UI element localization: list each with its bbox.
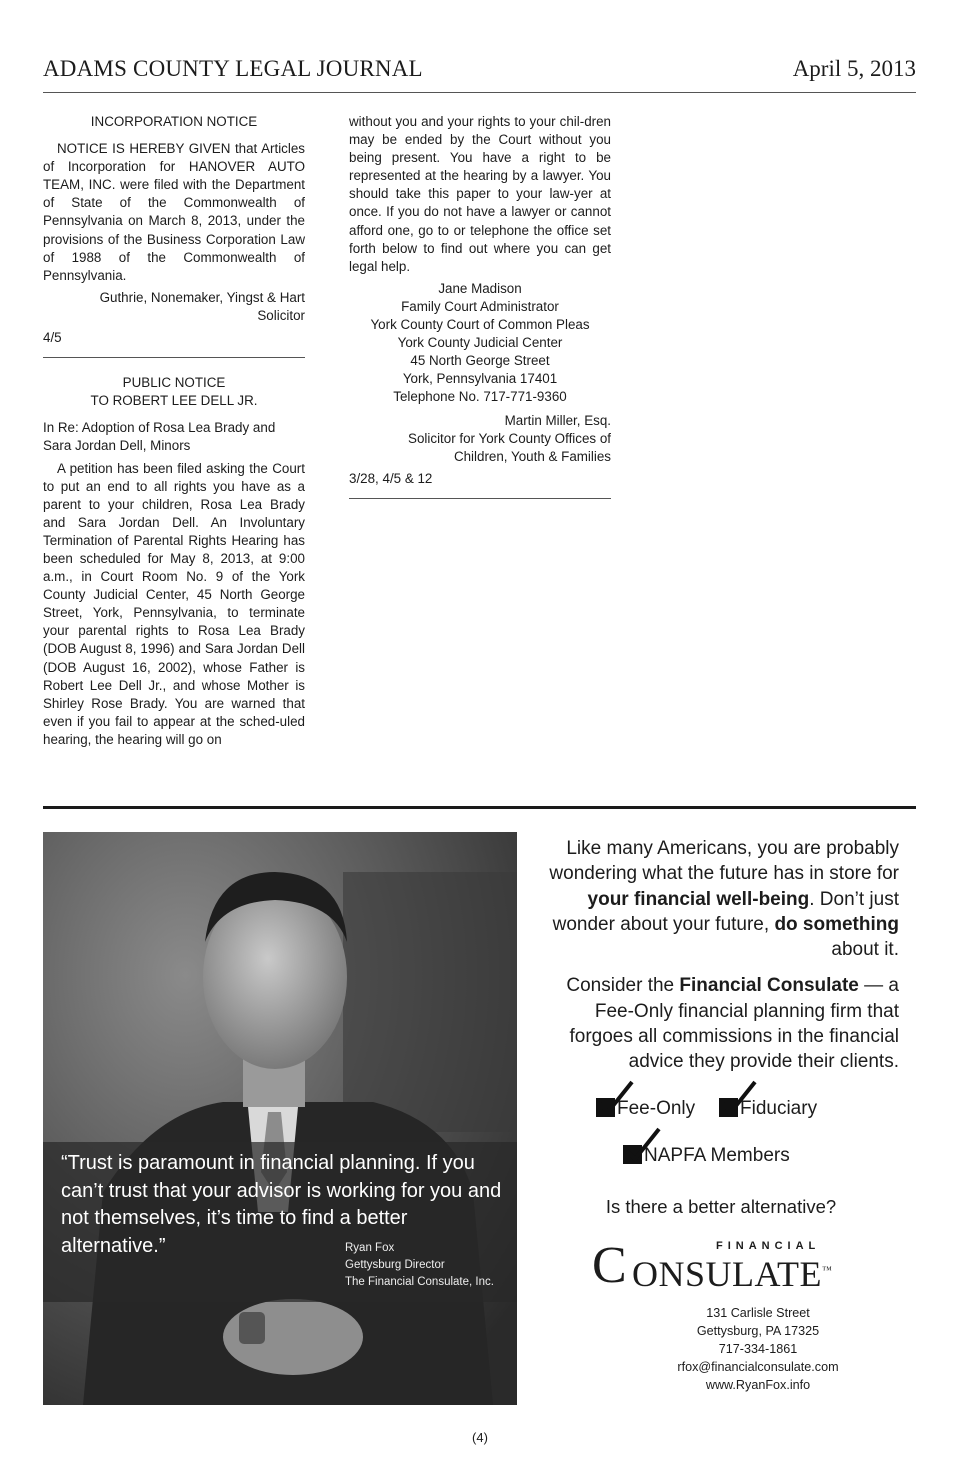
ad-contact-info [537,1304,899,1394]
public-notice-body-part-1: A petition has been filed asking the Court to put an end to all rights you have as a parent to your children, Rosa Lea Brady and Sara Jordan Dell. An Involuntary Termination of Parental Rights Hearing has been scheduled for May 8, 2013, at 9:00 a.m., in Court Room No. 9 of the York County Judicial Center, 45 North George Street, York, Pennsylvania, to terminate your parental rights to Rosa Lea Brady (DOB August 8, 1996) and Sara Jordan Dell (DOB August 16, 2002), whose Father is Robert Lee Dell Jr., and whose Mother is Shirley Rose Brady. You are warned that even if you fail to appear at the sched-uled hearing, the hearing will go on [43,460,305,747]
attrib-title: Gettysburg Director [345,1259,445,1271]
checkmark-fee-only [596,1098,695,1120]
check-label: NAPFA Members [644,1145,790,1166]
ad-text-bold: your financial well-being [587,888,810,910]
incorporation-solicitor-label: Solicitor [257,307,305,323]
contact-line: Jane Madison [438,280,522,296]
logo-wordmark-text: ONSULATE [632,1254,822,1294]
advisor-portrait [43,832,517,1405]
ad-text-span: Consider the [566,975,680,997]
financial-consulate-logo [592,1238,842,1298]
solicitor-line: Martin Miller, Esq. [504,412,611,428]
contact-line: 45 North George Street [410,353,550,369]
public-notice-dates: 3/28, 4/5 & 12 [349,470,433,486]
notice-divider [43,357,305,358]
logo-initial: C [592,1237,627,1294]
address-line-2: Gettysburg, PA 17325 [696,1324,820,1338]
checkbox-icon [596,1098,615,1117]
ad-text-span: Like many Americans, you are probably wondering what the future has in store for [549,838,899,885]
solicitor-line: Children, Youth & Families [453,448,611,464]
checkmark-napfa [623,1145,790,1167]
contact-line: York County Court of Common Pleas [370,317,590,333]
attrib-company: The Financial Consulate, Inc. [345,1276,494,1288]
quote-attribution [345,1240,494,1291]
advertisement-photo [43,832,517,1405]
issue-date: April 5, 2013 [792,56,916,81]
solicitor-block [349,412,611,466]
website: www.RyanFox.info [705,1378,811,1392]
ad-text-span: — a Fee-Only financial planning firm that forgoes all commissions in the financial advice they provide their clients. [569,975,899,1073]
ad-text-span: . Don’t just wonder about your future, [552,888,899,935]
public-notice-heading: PUBLIC NOTICE [122,375,226,391]
alternative-question: Is there a better alternative? [605,1196,837,1217]
email-address: rfox@financialconsulate.com [677,1360,839,1374]
attrib-name: Ryan Fox [345,1242,395,1254]
page-number: (4) [472,1430,488,1445]
advertisement-divider [43,806,916,809]
checkbox-icon [623,1145,642,1164]
legal-column-2 [349,113,611,511]
incorporation-solicitor-firm: Guthrie, Nonemaker, Yingst & Hart [99,289,305,305]
solicitor-line: Solicitor for York County Offices of [408,430,611,446]
public-notice-recipient: TO ROBERT LEE DELL JR. [90,393,258,409]
ad-paragraph-1 [537,836,899,962]
incorporation-heading: INCORPORATION NOTICE [90,114,258,129]
journal-title: ADAMS COUNTY LEGAL JOURNAL [43,56,423,81]
contact-line: York, Pennsylvania 17401 [402,371,558,387]
contact-line: Family Court Administrator [401,298,559,314]
trademark-symbol: ™ [822,1265,833,1276]
advertisement-copy [537,836,899,1075]
ad-paragraph-2 [537,973,899,1074]
ad-text-bold: Financial Consulate [679,975,859,997]
public-notice-re-line: In Re: Adoption of Rosa Lea Brady and Sara Jordan Dell, Minors [43,420,276,454]
phone-number: 717-334-1861 [718,1342,798,1356]
check-label: Fiduciary [740,1098,818,1119]
checkmark-fiduciary [719,1098,817,1120]
check-label: Fee-Only [617,1098,696,1119]
ad-text-span: about it. [831,939,899,961]
contact-line: Telephone No. 717-771-9360 [393,389,567,405]
ad-text-bold: do something [774,913,899,935]
checkbox-icon [719,1098,738,1117]
public-notice-body-part-2: without you and your rights to your chil-dren may be ended by the Court without you being present. You have a right to be represented at the hearing by a lawyer. You should take this paper to your law-yer at once. If you do not have a lawyer or cannot afford one, go to or telephone the office set forth below to find out where you can get legal help. [349,114,611,274]
logo-small-text: FINANCIAL [716,1240,821,1252]
incorporation-body: NOTICE IS HEREBY GIVEN that Articles of Incorporation for HANOVER AUTO TEAM, INC. were filed with the Department of State of the Commonwealth of Pennsylvania on March 8, 2013, under the provisions of the Business Corporation Law of 1988 of the Commonwealth of Pennsylvania. [43,141,305,283]
court-contact-block [349,280,611,407]
advisor-quote: “Trust is paramount in financial planning. If you can’t trust that your advisor is working for you and not themselves, it’s time to find a better alternative.” [61,1152,502,1257]
page-header [43,52,916,93]
address-line-1: 131 Carlisle Street [706,1306,810,1320]
incorporation-dates: 4/5 [43,330,62,346]
logo-wordmark [632,1251,832,1294]
legal-column-1 [43,113,305,749]
notice-divider [349,498,611,499]
contact-line: York County Judicial Center [397,335,563,351]
